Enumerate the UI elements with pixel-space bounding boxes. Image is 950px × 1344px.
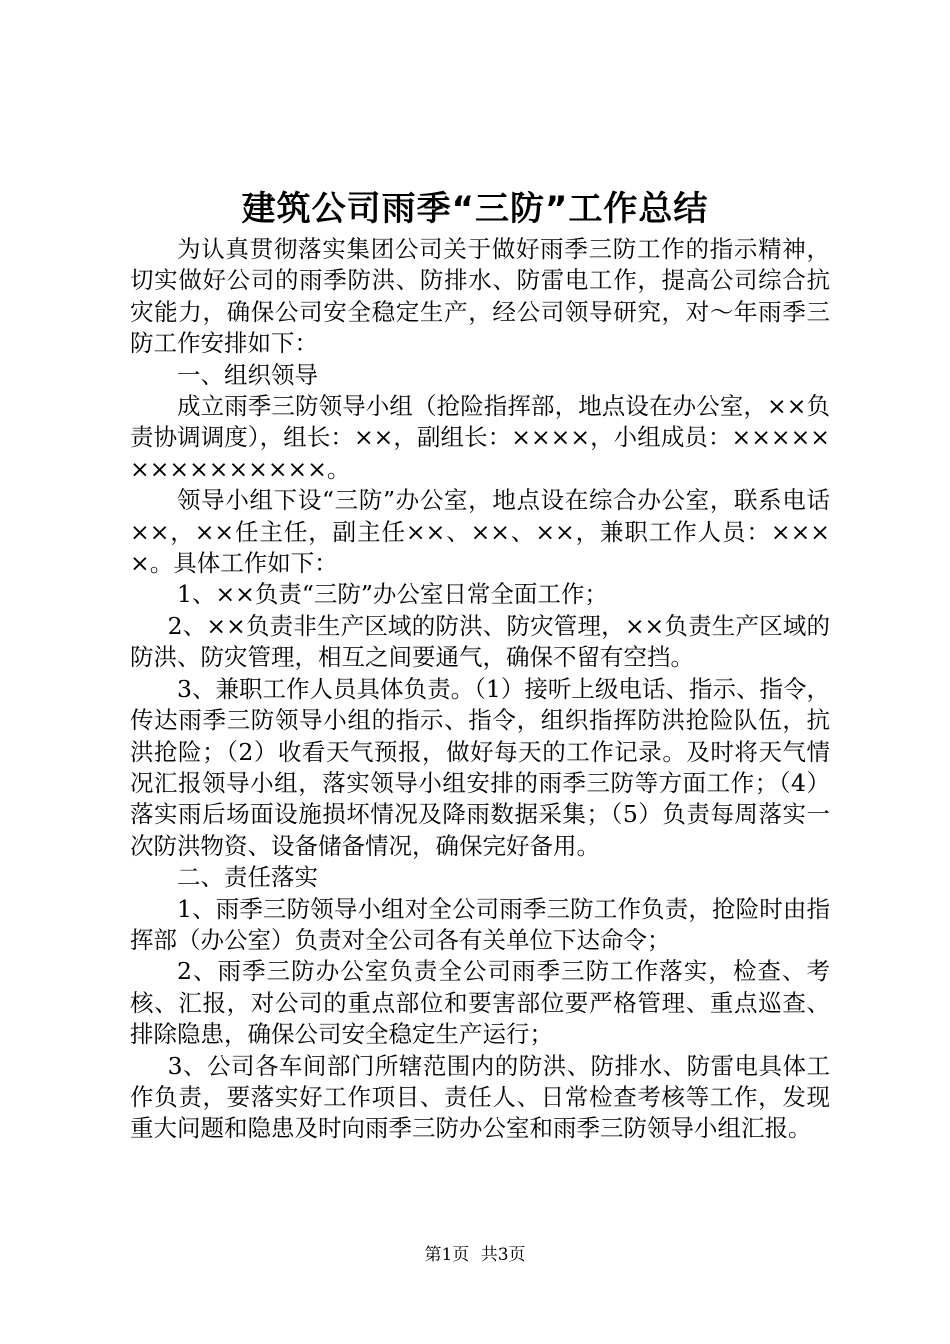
responsibility-item-3: 3、公司各车间部门所辖范围内的防洪、防排水、防雷电具体工作负责，要落实好工作项目、责任人、日常检查考核等工作，发现重大问题和隐患及时向雨季三防办公室和雨季三防领导小组汇报。 [130,1051,830,1143]
page-total: 共3页 [480,1245,526,1265]
list-item-3: 3、兼职工作人员具体负责。（1）接听上级电话、指示、指令，传达雨季三防领导小组的指示、指令，组织指挥防洪抢险队伍，抗洪抢险；（2）收看天气预报，做好每天的工作记录。及时将天气情况汇报领导小组，落实领导小组安排的雨季三防等方面工作；（4）落实雨后场面设施损坏情况及降雨数据采集；（5）负责每周落实一次防洪物资、设备储备情况，确保完好备用。 [130,674,830,860]
section-heading-organization: 一、组织领导 [177,360,318,389]
responsibility-item-2: 2、雨季三防办公室负责全公司雨季三防工作落实，检查、考核、汇报，对公司的重点部位和要害部位要严格管理、重点巡查、排除隐患，确保公司安全稳定生产运行； [130,957,830,1049]
list-item-2: 2、××负责非生产区域的防洪、防灾管理，××负责生产区域的防洪、防灾管理，相互之间要通气，确保不留有空挡。 [130,611,830,672]
list-item-1: 1、××负责“三防”办公室日常全面工作； [177,580,608,609]
page-number: 第1页 [424,1245,470,1265]
paragraph-leadership-group: 成立雨季三防领导小组（抢险指挥部，地点设在办公室，××负责协调调度），组长：××，副组长：××××，小组成员：×××××××××××××××。 [130,392,830,483]
paragraph-office-setup: 领导小组下设“三防”办公室，地点设在综合办公室，联系电话××，××任主任，副主任××、××、××，兼职工作人员：××××。具体工作如下： [130,486,830,578]
responsibility-item-1: 1、雨季三防领导小组对全公司雨季三防工作负责，抢险时由指挥部（办公室）负责对全公司各有关单位下达命令； [130,894,830,954]
page-footer [0,1243,950,1267]
paragraph-intro: 为认真贯彻落实集团公司关于做好雨季三防工作的指示精神，切实做好公司的雨季防洪、防排水、防雷电工作，提高公司综合抗灾能力，确保公司安全稳定生产，经公司领导研究，对～年雨季三防工作安排如下： [130,235,830,358]
document-body [130,234,830,1145]
section-heading-responsibility: 二、责任落实 [177,863,318,892]
document-title: 建筑公司雨季“三防”工作总结 [241,189,709,229]
